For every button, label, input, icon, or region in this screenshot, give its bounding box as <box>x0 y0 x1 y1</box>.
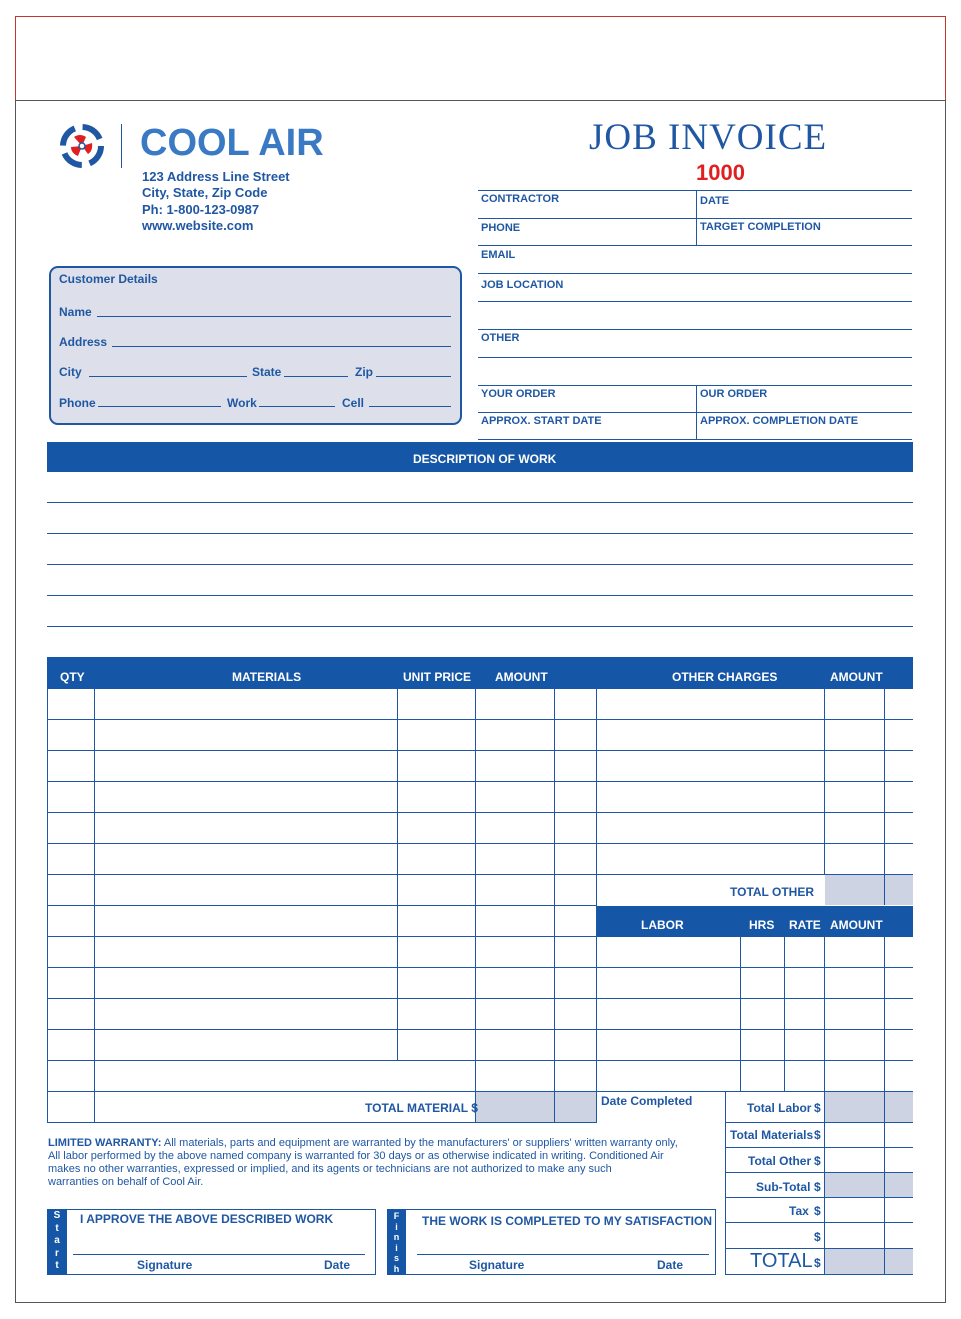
hrs-header: HRS <box>749 918 775 932</box>
materials-header: MATERIALS <box>232 670 302 684</box>
warranty-text <box>48 1137 678 1189</box>
description-line[interactable] <box>47 595 913 596</box>
start-date-label: Date <box>324 1258 351 1272</box>
materials-header-bar <box>47 657 913 689</box>
total-other-amount[interactable] <box>825 875 913 905</box>
email-field[interactable]: EMAIL <box>481 249 516 261</box>
total-material-label: TOTAL MATERIAL $ <box>365 1101 478 1115</box>
customer-address-input[interactable] <box>112 346 451 347</box>
other-amount-header: AMOUNT <box>830 670 883 684</box>
date-completed-field[interactable]: Date Completed <box>601 1094 693 1108</box>
top-blank-frame <box>15 16 946 101</box>
customer-name-label: Name <box>59 305 92 319</box>
total-dollar: $ <box>814 1256 821 1270</box>
material-amount-header: AMOUNT <box>495 670 548 684</box>
contractor-field[interactable]: CONTRACTOR <box>481 193 560 205</box>
approx-completion-field[interactable]: APPROX. COMPLETION DATE <box>700 415 859 427</box>
approx-start-field[interactable]: APPROX. START DATE <box>481 415 602 427</box>
total-materials-dollar: $ <box>814 1128 821 1142</box>
total-label: TOTAL <box>750 1250 813 1272</box>
job-location-field[interactable]: JOB LOCATION <box>481 279 564 291</box>
tax-dollar: $ <box>814 1204 821 1218</box>
invoice-number: 1000 <box>696 160 745 185</box>
unit-price-header: UNIT PRICE <box>403 670 472 684</box>
total-amount[interactable] <box>825 1249 913 1274</box>
your-order-field[interactable]: YOUR ORDER <box>481 388 556 400</box>
logo-divider <box>121 124 122 168</box>
customer-work-label: Work <box>227 396 257 410</box>
approve-statement: I APPROVE THE ABOVE DESCRIBED WORK <box>80 1212 334 1226</box>
customer-state-label: State <box>252 365 282 379</box>
customer-city-label: City <box>59 365 82 379</box>
warranty-heading: LIMITED WARRANTY: <box>48 1137 162 1149</box>
rate-header: RATE <box>789 918 821 932</box>
qty-header: QTY <box>60 670 85 684</box>
total-labor-label: Total Labor <box>747 1101 812 1115</box>
warranty-line4: warranties on behalf of Cool Air. <box>48 1176 204 1188</box>
sub-total-amount[interactable] <box>825 1173 913 1197</box>
description-line[interactable] <box>47 533 913 534</box>
fan-logo-icon <box>58 123 106 169</box>
customer-phone-input[interactable] <box>98 406 221 407</box>
customer-zip-input[interactable] <box>376 376 451 377</box>
company-name: COOL AIR <box>140 122 324 164</box>
start-vertical-label: S t a r t <box>53 1210 61 1271</box>
other-charges-header: OTHER CHARGES <box>672 670 778 684</box>
company-website[interactable]: www.website.com <box>142 218 254 233</box>
customer-cell-label: Cell <box>342 396 365 410</box>
customer-phone-label: Phone <box>59 396 96 410</box>
our-order-field[interactable]: OUR ORDER <box>700 388 768 400</box>
sub-total-label: Sub-Total <box>756 1180 811 1194</box>
finish-date-label: Date <box>657 1258 684 1272</box>
total-labor-dollar: $ <box>814 1101 821 1115</box>
finish-vertical-label: F i n i s h <box>393 1211 400 1274</box>
description-line[interactable] <box>47 626 913 627</box>
customer-cell-input[interactable] <box>369 406 451 407</box>
description-line[interactable] <box>47 564 913 565</box>
customer-zip-label: Zip <box>355 365 373 379</box>
customer-city-input[interactable] <box>89 376 247 377</box>
customer-address-label: Address <box>59 335 108 349</box>
tax-label: Tax <box>789 1204 809 1218</box>
total-other-label: TOTAL OTHER <box>730 885 814 899</box>
company-phone: Ph: 1-800-123-0987 <box>142 202 260 217</box>
start-signature-line[interactable] <box>73 1254 365 1255</box>
warranty-line1: All materials, parts and equipment are warranted by the manufacturers' or suppliers' written warranty only, <box>161 1137 678 1149</box>
company-address2: City, State, Zip Code <box>142 185 268 200</box>
customer-state-input[interactable] <box>284 376 348 377</box>
finish-signature-line[interactable] <box>417 1254 709 1255</box>
total-materials-label: Total Materials <box>730 1128 814 1142</box>
warranty-line2: All labor performed by the above named company is warranted for 30 days or as otherwise indicated in writing. Conditioned Air <box>48 1150 664 1162</box>
invoice-title: JOB INVOICE <box>589 117 828 158</box>
target-completion-field[interactable]: TARGET COMPLETION <box>700 221 821 233</box>
sub-total-dollar: $ <box>814 1180 821 1194</box>
other-field[interactable]: OTHER <box>481 332 520 344</box>
completed-statement: THE WORK IS COMPLETED TO MY SATISFACTION <box>422 1214 713 1228</box>
finish-signature-label: Signature <box>469 1258 525 1272</box>
total-other-dollar: $ <box>814 1154 821 1168</box>
start-signature-label: Signature <box>137 1258 193 1272</box>
total-material-amount[interactable] <box>476 1092 596 1122</box>
company-address1: 123 Address Line Street <box>142 169 290 184</box>
description-line[interactable] <box>47 502 913 503</box>
customer-name-input[interactable] <box>97 316 451 317</box>
phone-field[interactable]: PHONE <box>481 222 521 234</box>
warranty-line3: makes no other warranties, expressed or implied, and its agents or technicians are not authorized to make any such <box>48 1163 612 1175</box>
labor-header: LABOR <box>641 918 684 932</box>
total-labor-amount[interactable] <box>825 1092 913 1122</box>
customer-work-input[interactable] <box>259 406 335 407</box>
blank-dollar: $ <box>814 1230 821 1244</box>
date-field[interactable]: DATE <box>700 195 730 207</box>
description-header-label: DESCRIPTION OF WORK <box>413 452 557 466</box>
total-other-sum-label: Total Other <box>748 1154 812 1168</box>
labor-amount-header: AMOUNT <box>830 918 883 932</box>
customer-details-heading: Customer Details <box>59 272 158 286</box>
